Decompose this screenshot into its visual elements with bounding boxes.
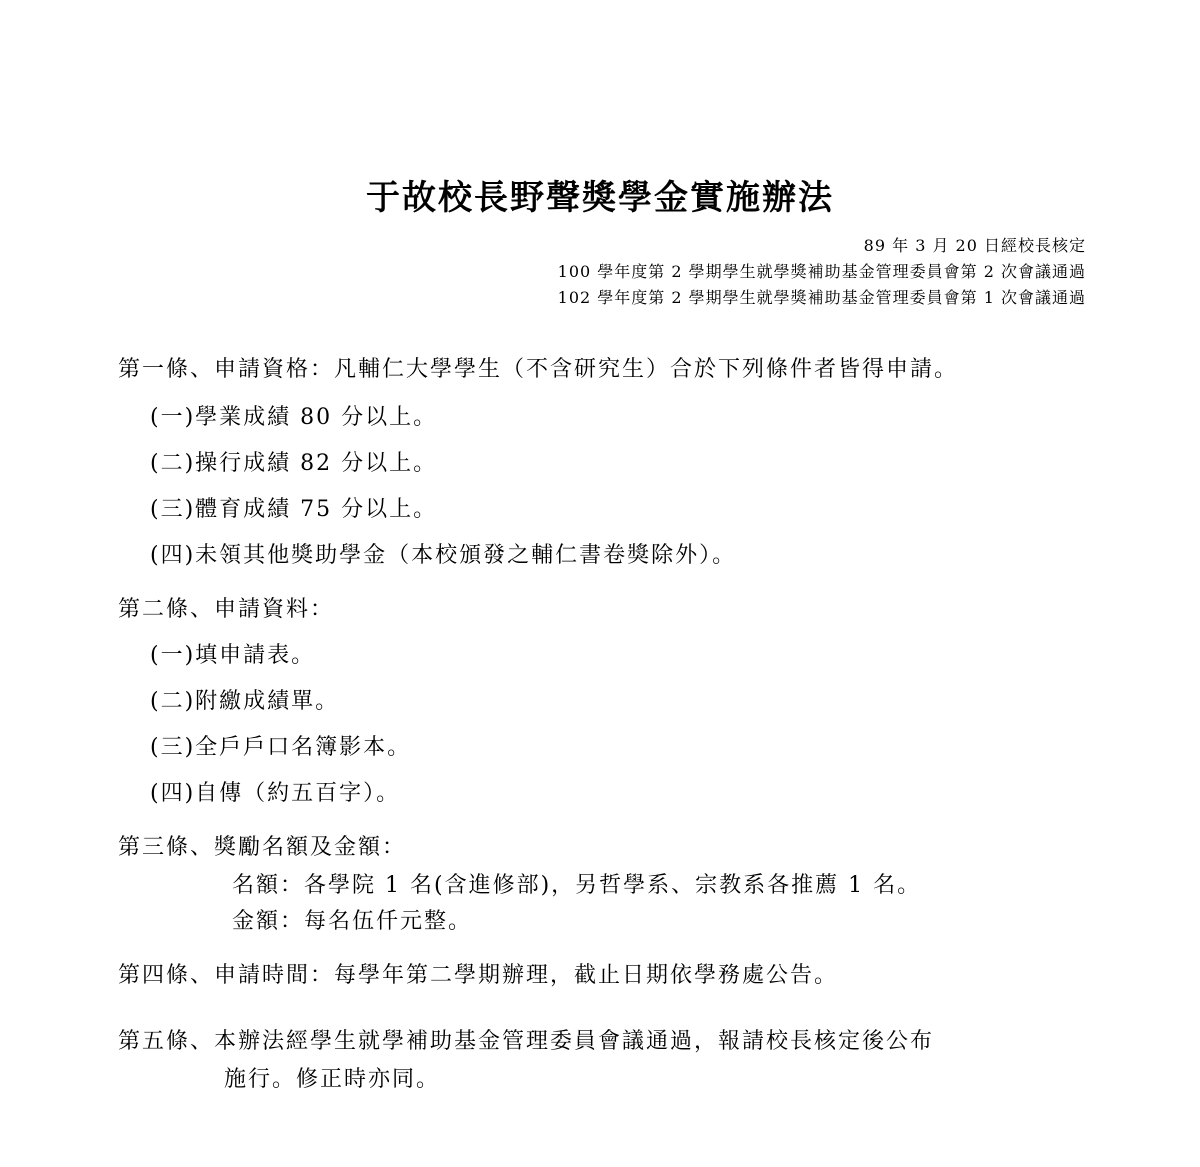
revision-history <box>558 233 1086 311</box>
article-3-heading: 第三條、獎勵名額及金額： <box>118 835 407 860</box>
document-title: 于故校長野聲獎學金實施辦法 <box>366 178 834 218</box>
article-5-continuation: 施行。修正時亦同。 <box>224 1067 441 1092</box>
article-1-item: (一)學業成績 80 分以上。 <box>150 405 438 430</box>
history-line: 89 年 3 月 20 日經校長核定 <box>863 236 1086 255</box>
article-1-heading: 第一條、申請資格：凡輔仁大學學生（不含研究生）合於下列條件者皆得申請。 <box>118 357 959 382</box>
article-1-item: (四)未領其他獎助學金（本校頒發之輔仁書卷獎除外）。 <box>150 543 737 568</box>
article-2-heading: 第二條、申請資料： <box>118 597 335 622</box>
article-3-item: 金額：每名伍仟元整。 <box>232 909 473 934</box>
history-line: 100 學年度第 2 學期學生就學獎補助基金管理委員會第 2 次會議通過 <box>557 262 1086 281</box>
article-2-item: (一)填申請表。 <box>150 643 316 668</box>
article-3-item: 名額：各學院 1 名(含進修部)，另哲學系、宗教系各推薦 1 名。 <box>232 873 922 898</box>
article-2-item: (二)附繳成績單。 <box>150 689 340 714</box>
article-5-heading: 第五條、本辦法經學生就學補助基金管理委員會議通過，報請校長核定後公布 <box>118 1029 935 1054</box>
history-line: 102 學年度第 2 學期學生就學獎補助基金管理委員會第 1 次會議通過 <box>557 288 1086 307</box>
article-1-item: (二)操行成績 82 分以上。 <box>150 451 438 476</box>
article-1-item: (三)體育成績 75 分以上。 <box>150 497 438 522</box>
article-2-item: (三)全戶戶口名簿影本。 <box>150 735 412 760</box>
article-2-item: (四)自傳（約五百字）。 <box>150 781 401 806</box>
article-4-heading: 第四條、申請時間：每學年第二學期辦理，截止日期依學務處公告。 <box>118 963 839 988</box>
